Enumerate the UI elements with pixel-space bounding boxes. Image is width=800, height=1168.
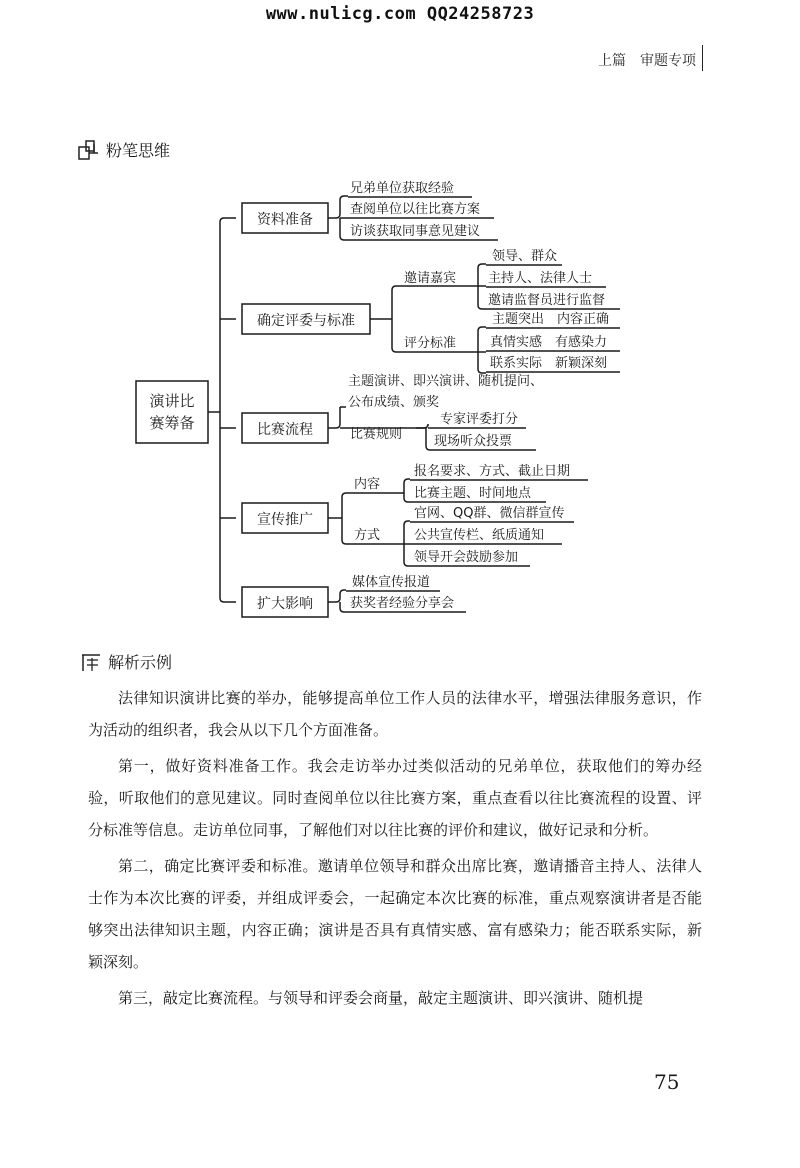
mindmap-leaf: 兄弟单位获取经验 [350,181,455,196]
watermark: www.nulicg.com QQ24258723 [265,4,535,24]
mindmap-note: 主题演讲、即兴演讲、随机提问、 [348,374,544,389]
mindmap-section-label: 粉笔思维 [106,141,171,160]
mindmap-group-label: 方式 [354,528,381,543]
mindmap-group-label: 比赛规则 [350,427,403,442]
mindmap-leaf: 主持人、法律人士 [488,271,593,286]
branch-label-resources: 资料准备 [257,212,313,228]
mindmap-leaf: 专家评委打分 [440,412,519,427]
mindmap-leaf: 媒体宣传报道 [352,575,431,590]
mindmap-group-label: 评分标准 [404,336,457,351]
paragraph: 第三，敲定比赛流程。与领导和评委会商量，敲定主题演讲、即兴演讲、随机提 [118,989,644,1007]
branch-label-influence: 扩大影响 [257,596,313,612]
mindmap-note: 公布成绩、颁奖 [348,395,440,410]
mindmap-root-line-2: 赛筹备 [149,414,195,432]
mindmap-leaf: 访谈获取同事意见建议 [350,224,481,239]
analysis-section-label: 解析示例 [108,653,173,672]
mindmap-leaf: 领导开会鼓励参加 [414,550,519,565]
mindmap-leaf: 联系实际 新颖深刻 [490,356,608,371]
analysis-icon [80,651,102,673]
paragraph: 第二，确定比赛评委和标准。邀请单位领导和群众出席比赛，邀请播音主持人、法律人士作为本次比赛的评委，并组成评委会，一起确定本次比赛的标准，重点观察演讲者是否能够突出法律知识主题，内容正确；演讲是否具有真情实感、富有感染力；能否联系实际，新颖深刻。 [88,857,702,971]
mindmap-group-label: 内容 [354,477,381,492]
mindmap-leaf: 官网、QQ群、微信群宣传 [414,506,565,521]
running-head-section: 审题专项 [640,53,696,69]
branch-label-judges: 确定评委与标准 [257,313,355,329]
mindmap-leaf: 主题突出 内容正确 [492,312,610,327]
mindmap-leaf: 邀请监督员进行监督 [488,293,606,308]
mindmap-leaf: 现场听众投票 [434,434,513,449]
mindmap-root-box [136,381,208,443]
running-head-part: 上篇 [598,53,626,69]
mindmap-leaf: 真情实感 有感染力 [490,335,608,350]
analysis-body [88,682,702,1018]
mindmap-leaf: 报名要求、方式、截止日期 [414,464,571,479]
mindmap-group-label: 邀请嘉宾 [404,271,457,286]
analysis-section-title [80,650,172,673]
branch-label-process: 比赛流程 [257,422,313,438]
mindmap-leaf: 公共宣传栏、纸质通知 [414,528,545,543]
branch-label-publicity: 宣传推广 [257,512,313,528]
mindmap-leaf: 比赛主题、时间地点 [414,486,532,501]
mindmap-leaf: 获奖者经验分享会 [350,596,455,611]
mindmap-leaf: 查阅单位以往比赛方案 [350,202,481,217]
page-number: 75 [654,1070,680,1094]
mindmap-root-line-1: 演讲比 [149,392,195,410]
mindmap-leaf: 领导、群众 [492,249,558,264]
paragraph: 第一，做好资料准备工作。我会走访举办过类似活动的兄弟单位，获取他们的筹办经验，听取他们的意见建议。同时查阅单位以往比赛方案，重点查看以往比赛流程的设置、评分标准等信息。走访单位同事，了解他们对以往比赛的评价和建议，做好记录和分析。 [88,757,702,839]
paragraph: 法律知识演讲比赛的举办，能够提高单位工作人员的法律水平，增强法律服务意识，作为活动的组织者，我会从以下几个方面准备。 [88,689,702,739]
